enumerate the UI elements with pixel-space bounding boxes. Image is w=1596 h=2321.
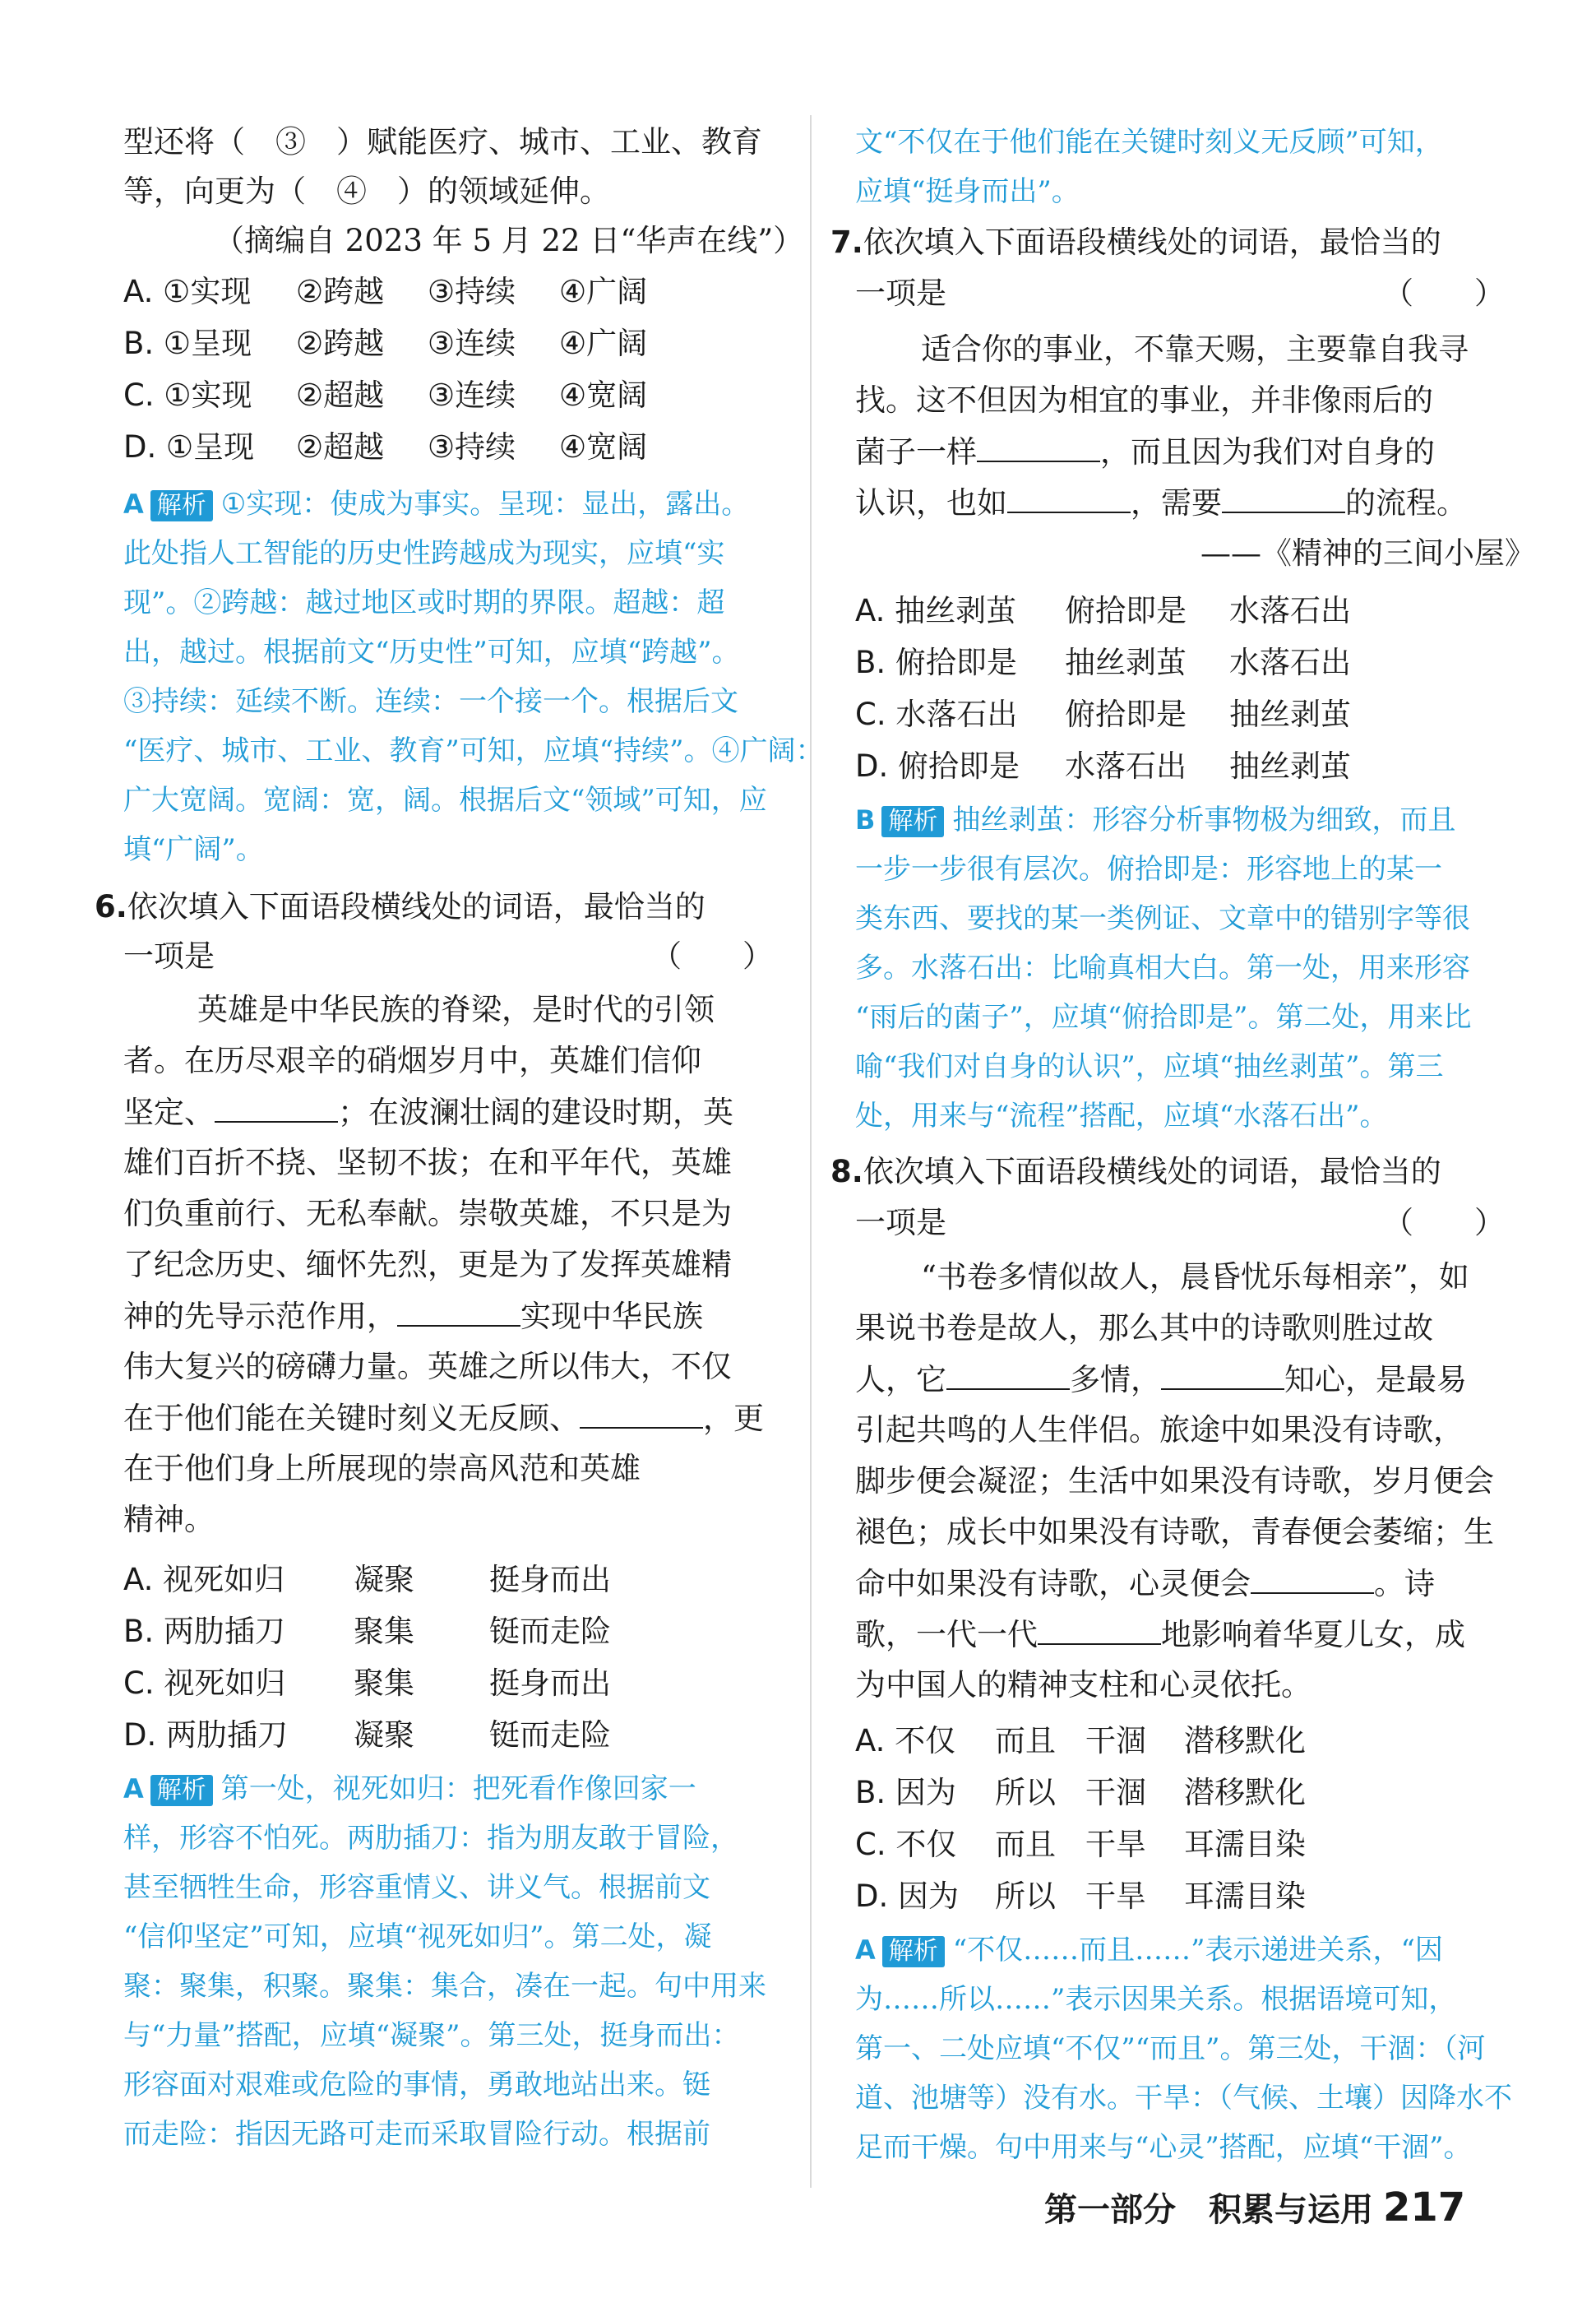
- blank-2[interactable]: [1007, 482, 1131, 513]
- intro-line: 等，向更为（ ④ ）的领域延伸。: [123, 174, 610, 209]
- q6-passage-line: 了纪念历史、缅怀先烈，更是为了发挥英雄精: [123, 1247, 732, 1282]
- q6-analysis-line: 样，形容不怕死。两肋插刀：指为朋友敢于冒险，: [123, 1822, 738, 1855]
- q6-analysis-line: 形容面对艰难或危险的事情，勇敢地站出来。铤: [123, 2069, 710, 2101]
- q6-passage-line: 在于他们能在关键时刻义无反顾、 ，更: [123, 1397, 764, 1439]
- q6-analysis-line: 而走险：指因无路可走而采取冒险行动。根据前: [123, 2118, 710, 2151]
- q8-passage-line: 果说书卷是故人，那么其中的诗歌则胜过故: [855, 1310, 1433, 1346]
- q6-passage-line: 坚定、 ；在波澜壮阔的建设时期，英: [123, 1091, 733, 1133]
- q6-analysis-line: 甚至牺牲生命，形容重情义、讲义气。根据前文: [123, 1871, 710, 1904]
- q8-passage-line: “书卷多情似故人，晨昏忧乐每相亲”，如: [921, 1259, 1469, 1295]
- q6-option-b[interactable]: B. 两肋插刀 聚集 铤而走险: [123, 1614, 611, 1649]
- q7-passage-line: 认识，也如 ，需要 的流程。: [855, 482, 1467, 524]
- q7-number: 7.: [830, 225, 863, 260]
- q5-analysis-line: 现”。②跨越：越过地区或时期的界限。超越：超: [123, 586, 725, 619]
- q5-analysis-line: 出，越过。根据前文“历史性”可知，应填“跨越”。: [123, 636, 740, 669]
- blank-1[interactable]: [977, 431, 1100, 462]
- q7-passage-line: 适合你的事业，不靠天赐，主要靠自我寻: [921, 331, 1469, 367]
- blank-3[interactable]: [1251, 1563, 1374, 1594]
- q5-option-d[interactable]: D. ①呈现 ②超越 ③持续 ④宽阔: [123, 429, 648, 465]
- q6-answer: A: [123, 1773, 144, 1804]
- page-footer: [1044, 2184, 1465, 2231]
- q7-analysis-line: B 解析 抽丝剥茧：形容分析事物极为细致，而且: [855, 804, 1456, 836]
- q5-answer: A: [123, 489, 144, 520]
- intro-source: （摘编自 2023 年 5 月 22 日“华声在线”）: [214, 223, 804, 258]
- q7-analysis-line: 多。水落石出：比喻真相大白。第一处，用来形容: [855, 952, 1470, 984]
- q8-analysis-line: 为……所以……”表示因果关系。根据语境可知，: [855, 1983, 1457, 2016]
- blank-2[interactable]: [397, 1295, 520, 1327]
- q5-analysis-line: ③持续：延续不断。连续：一个接一个。根据后文: [123, 685, 738, 718]
- q6-option-d[interactable]: D. 两肋插刀 凝聚 铤而走险: [123, 1717, 611, 1753]
- q8-passage-line: 歌，一代一代 地影响着华夏儿女，成: [855, 1614, 1465, 1656]
- q8-analysis-line: A 解析 “不仅……而且……”表示递进关系，“因: [855, 1934, 1443, 1967]
- q7-option-d[interactable]: D. 俯拾即是 水落石出 抽丝剥茧: [855, 748, 1351, 784]
- q7-analysis-line: 喻“我们对自身的认识”，应填“抽丝剥茧”。第三: [855, 1050, 1444, 1083]
- q6-passage-line: 在于他们身上所展现的崇高风范和英雄: [123, 1451, 641, 1486]
- q5-option-a[interactable]: A. ①实现 ②跨越 ③持续 ④广阔: [123, 274, 648, 309]
- q6-number: 6.: [95, 889, 127, 924]
- blank-1[interactable]: [946, 1359, 1070, 1390]
- q5-analysis-line: 此处指人工智能的历史性跨越成为现实，应填“实: [123, 537, 725, 570]
- q6-analysis-line: 与“力量”搭配，应填“凝聚”。第三处，挺身而出：: [123, 2019, 740, 2052]
- q6-stem: 6.依次填入下面语段横线处的词语，最恰当的: [95, 889, 705, 924]
- q8-analysis-line: 第一、二处应填“不仅”“而且”。第三处，干涸：（河: [855, 2032, 1486, 2065]
- blank-3[interactable]: [1222, 482, 1345, 513]
- q8-stem: 8.依次填入下面语段横线处的词语，最恰当的: [830, 1154, 1441, 1189]
- q8-option-b[interactable]: B. 因为 所以 干涸 潜移默化: [855, 1775, 1306, 1810]
- q7-source: ——《精神的三间小屋》: [1200, 535, 1535, 571]
- q5-analysis-line: 填“广阔”。: [123, 833, 264, 866]
- q7-analysis-line: 一步一步很有层次。俯拾即是：形容地上的某一: [855, 853, 1442, 886]
- q6-analysis-line: “信仰坚定”可知，应填“视死如归”。第二处，凝: [123, 1920, 712, 1953]
- q7-answer: B: [855, 804, 876, 836]
- q5-option-c[interactable]: C. ①实现 ②超越 ③连续 ④宽阔: [123, 378, 648, 413]
- q5-analysis-line: “医疗、城市、工业、教育”可知，应填“持续”。④广阔：: [123, 734, 824, 767]
- q7-analysis-line: “雨后的菌子”，应填“俯拾即是”。第二处，用来比: [855, 1001, 1472, 1034]
- column-divider: [810, 115, 812, 2188]
- q6-analysis-cont: 应填“挺身而出”。: [855, 175, 1080, 208]
- analysis-tag: 解析: [150, 490, 213, 521]
- q8-answer: A: [855, 1934, 876, 1966]
- intro-line: 型还将（ ③ ）赋能医疗、城市、工业、教育: [123, 124, 762, 160]
- q8-passage-line: 命中如果没有诗歌，心灵便会 。诗: [855, 1563, 1435, 1605]
- page-number: 217: [1383, 2184, 1466, 2231]
- q6-passage-line: 伟大复兴的磅礴力量。英雄之所以伟大，不仅: [123, 1349, 732, 1384]
- q7-stem-2: 一项是 （ ）: [855, 273, 1505, 314]
- q7-passage-line: 找。这不但因为相宜的事业，并非像雨后的: [855, 382, 1433, 418]
- blank-4[interactable]: [1038, 1614, 1161, 1645]
- q8-analysis-line: 道、池塘等）没有水。干旱：（气候、土壤）因降水不: [855, 2082, 1512, 2115]
- section-title: 第一部分 积累与运用: [1044, 2191, 1373, 2229]
- q6-passage-line: 们负重前行、无私奉献。崇敬英雄，不只是为: [123, 1196, 732, 1231]
- q7-answer-paren[interactable]: （ ）: [1383, 276, 1505, 311]
- analysis-tag: 解析: [150, 1775, 213, 1806]
- q8-option-d[interactable]: D. 因为 所以 干旱 耳濡目染: [855, 1879, 1306, 1914]
- q5-option-b[interactable]: B. ①呈现 ②跨越 ③连续 ④广阔: [123, 326, 648, 361]
- q6-analysis-cont: 文“不仅在于他们能在关键时刻义无反顾”可知，: [855, 126, 1443, 159]
- analysis-tag: 解析: [882, 1936, 945, 1967]
- q8-passage-line: 褪色；成长中如果没有诗歌，青春便会萎缩；生: [855, 1514, 1494, 1550]
- q7-passage-line: 菌子一样 ，而且因为我们对自身的: [855, 431, 1435, 473]
- q6-analysis-line: A 解析 第一处，视死如归：把死看作像回家一: [123, 1772, 696, 1805]
- q7-option-c[interactable]: C. 水落石出 俯拾即是 抽丝剥茧: [855, 697, 1351, 732]
- q6-passage-line: 精神。: [123, 1502, 215, 1537]
- q7-analysis-line: 类东西、要找的某一类例证、文章中的错别字等很: [855, 902, 1470, 935]
- q6-passage-line: 英雄是中华民族的脊梁，是时代的引领: [197, 992, 715, 1027]
- q8-passage-line: 为中国人的精神支柱和心灵依托。: [855, 1667, 1311, 1703]
- q8-answer-paren[interactable]: （ ）: [1383, 1205, 1505, 1240]
- q8-number: 8.: [830, 1154, 863, 1189]
- q8-passage-line: 脚步便会凝涩；生活中如果没有诗歌，岁月便会: [855, 1463, 1494, 1499]
- q6-passage-line: 神的先导示范作用， 实现中华民族: [123, 1295, 703, 1337]
- blank-1[interactable]: [215, 1091, 338, 1123]
- blank-2[interactable]: [1161, 1359, 1284, 1390]
- q8-option-c[interactable]: C. 不仅 而且 干旱 耳濡目染: [855, 1827, 1306, 1862]
- q8-option-a[interactable]: A. 不仅 而且 干涸 潜移默化: [855, 1723, 1306, 1758]
- q6-passage-line: 雄们百折不挠、坚韧不拔；在和平年代，英雄: [123, 1145, 732, 1180]
- q6-answer-paren[interactable]: （ ）: [651, 938, 773, 974]
- q8-passage-line: 人，它 多情， 知心，是最易: [855, 1359, 1467, 1401]
- q8-passage-line: 引起共鸣的人生伴侣。旅途中如果没有诗歌，: [855, 1412, 1464, 1448]
- q6-option-c[interactable]: C. 视死如归 聚集 挺身而出: [123, 1665, 611, 1701]
- q5-analysis-line: A 解析 ①实现：使成为事实。呈现：显出，露出。: [123, 488, 750, 521]
- q7-analysis-line: 处，用来与“流程”搭配，应填“水落石出”。: [855, 1100, 1388, 1133]
- q7-option-a[interactable]: A. 抽丝剥茧 俯拾即是 水落石出: [855, 593, 1351, 628]
- analysis-tag: 解析: [881, 806, 944, 837]
- q8-analysis-line: 足而干燥。句中用来与“心灵”搭配，应填“干涸”。: [855, 2131, 1472, 2164]
- q7-option-b[interactable]: B. 俯拾即是 抽丝剥茧 水落石出: [855, 645, 1351, 680]
- q6-passage-line: 者。在历尽艰辛的硝烟岁月中，英雄们信仰: [123, 1043, 701, 1078]
- q6-option-a[interactable]: A. 视死如归 凝聚 挺身而出: [123, 1562, 611, 1597]
- q7-stem: 7.依次填入下面语段横线处的词语，最恰当的: [830, 225, 1441, 260]
- q6-analysis-line: 聚：聚集，积聚。聚集：集合，凑在一起。句中用来: [123, 1970, 766, 2003]
- q8-stem-2: 一项是 （ ）: [855, 1202, 1505, 1244]
- q6-stem-2: 一项是 （ ）: [123, 936, 773, 977]
- q5-analysis-line: 广大宽阔。宽阔：宽，阔。根据后文“领域”可知，应: [123, 784, 767, 817]
- blank-3[interactable]: [580, 1397, 703, 1429]
